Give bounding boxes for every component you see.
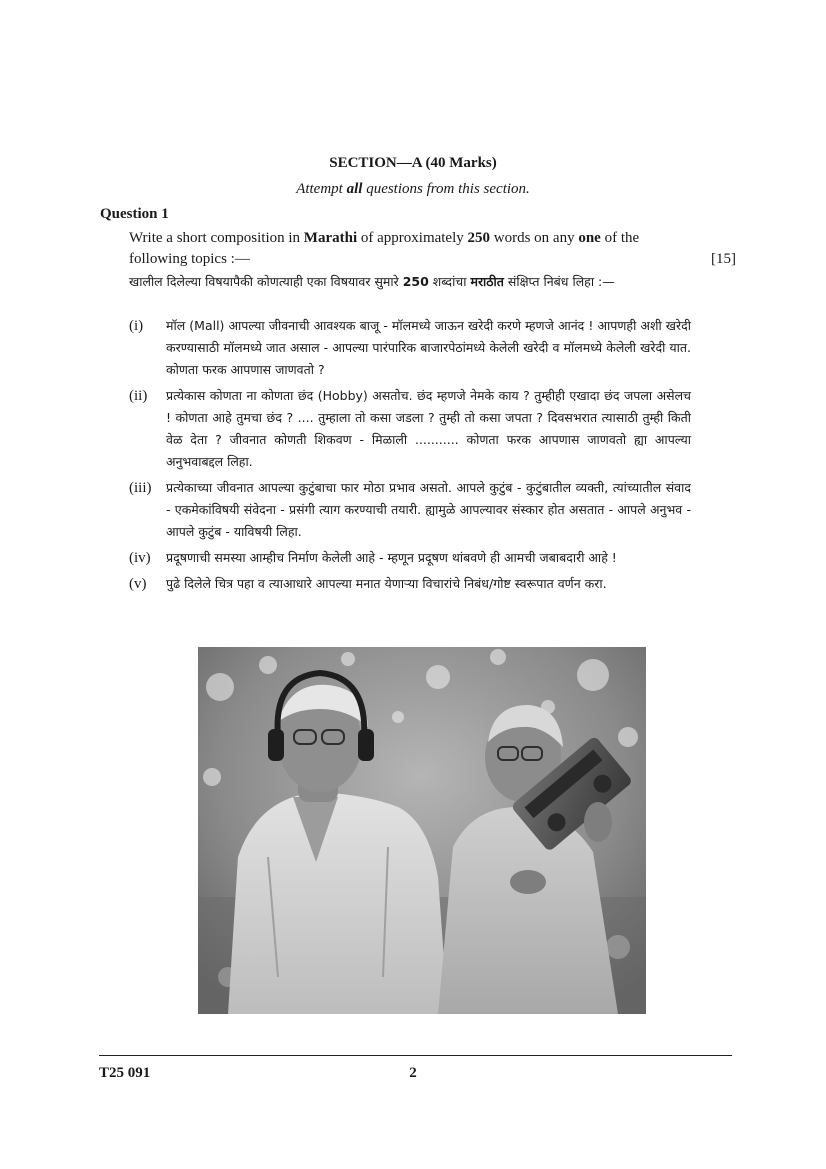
topic-number: (iv) <box>129 550 151 566</box>
section-heading: SECTION—A (40 Marks) <box>329 155 497 171</box>
footer-divider <box>99 1055 732 1056</box>
marathi-instruction: खालील दिलेल्या विषयापैकी कोणत्याही एका विषयावर सुमारे 250 शब्दांचा मराठीत संक्षिप्त निबंध लिहा :— <box>129 274 615 289</box>
question-marks: [15] <box>711 251 736 267</box>
topic-text: पुढे दिलेले चित्र पहा व त्याआधारे आपल्या मनात येणाऱ्या विचारांचे निबंध/गोष्ट स्वरूपात वर्णन करा. <box>166 576 607 591</box>
section-instruction: Attempt all questions from this section. <box>296 181 530 197</box>
topic-list <box>129 315 691 599</box>
topic-item <box>129 573 691 595</box>
page-number: 2 <box>409 1065 417 1081</box>
topic-number: (v) <box>129 576 147 592</box>
topic-text: प्रदूषणाची समस्या आम्हीच निर्माण केलेली आहे - म्हणून प्रदूषण थांबवणे ही आमची जबाबदारी आहे ! <box>166 550 617 565</box>
topic-number: (ii) <box>129 388 148 404</box>
elderly-couple-photo <box>198 647 646 1014</box>
paper-code: T25 091 <box>99 1065 151 1081</box>
topic-number: (i) <box>129 318 144 334</box>
topic-item <box>129 547 691 569</box>
question-intro: Write a short composition in Marathi of approximately 250 words on any one of the following topics :— <box>129 230 640 267</box>
topic-text: मॉल (Mall) आपल्या जीवनाची आवश्यक बाजू - मॉलमध्ये जाऊन खरेदी करणे म्हणजे आनंद ! आपणही अशी खरेदी करण्यासाठी मॉलमध्ये जात असाल - आपल्या पारंपारिक बाजारपेठांमध्ये केलेली खरेदी व मॉलमध्ये केलेली खरेदी यात. कोणता फरक आपणास जाणवतो ? <box>166 318 691 377</box>
question-title: Question 1 <box>100 206 169 222</box>
topic-text: प्रत्येकाच्या जीवनात आपल्या कुटुंबाचा फार मोठा प्रभाव असतो. आपले कुटुंब - कुटुंबातील व्यक्ती, त्यांच्यातील संवाद - एकमेकांविषयी संवेदना - प्रसंगी त्याग करण्याची तयारी. ह्यामुळे आपल्यावर संस्कार होत असतात - आपले अनुभव - आपले कुटुंब - याविषयी लिहा. <box>166 480 691 539</box>
topic-text: प्रत्येकास कोणता ना कोणता छंद (Hobby) असतोच. छंद म्हणजे नेमके काय ? तुम्हीही एखादा छंद जपला असेलच ! कोणता आहे तुमचा छंद ? .... तुम्हाला तो कसा जडला ? तुम्ही तो कसा जपता ? दिवसभरात त्यासाठी तुम्ही किती वेळ देता ? जीवनात कोणती शिकवण - मिळाली ........... कोणता फरक आपणास जाणवतो ह्या आपल्या अनुभवाबद्दल लिहा. <box>166 388 691 469</box>
topic-item <box>129 315 691 381</box>
topic-number: (iii) <box>129 480 152 496</box>
topic-item <box>129 477 691 543</box>
topic-item <box>129 385 691 473</box>
